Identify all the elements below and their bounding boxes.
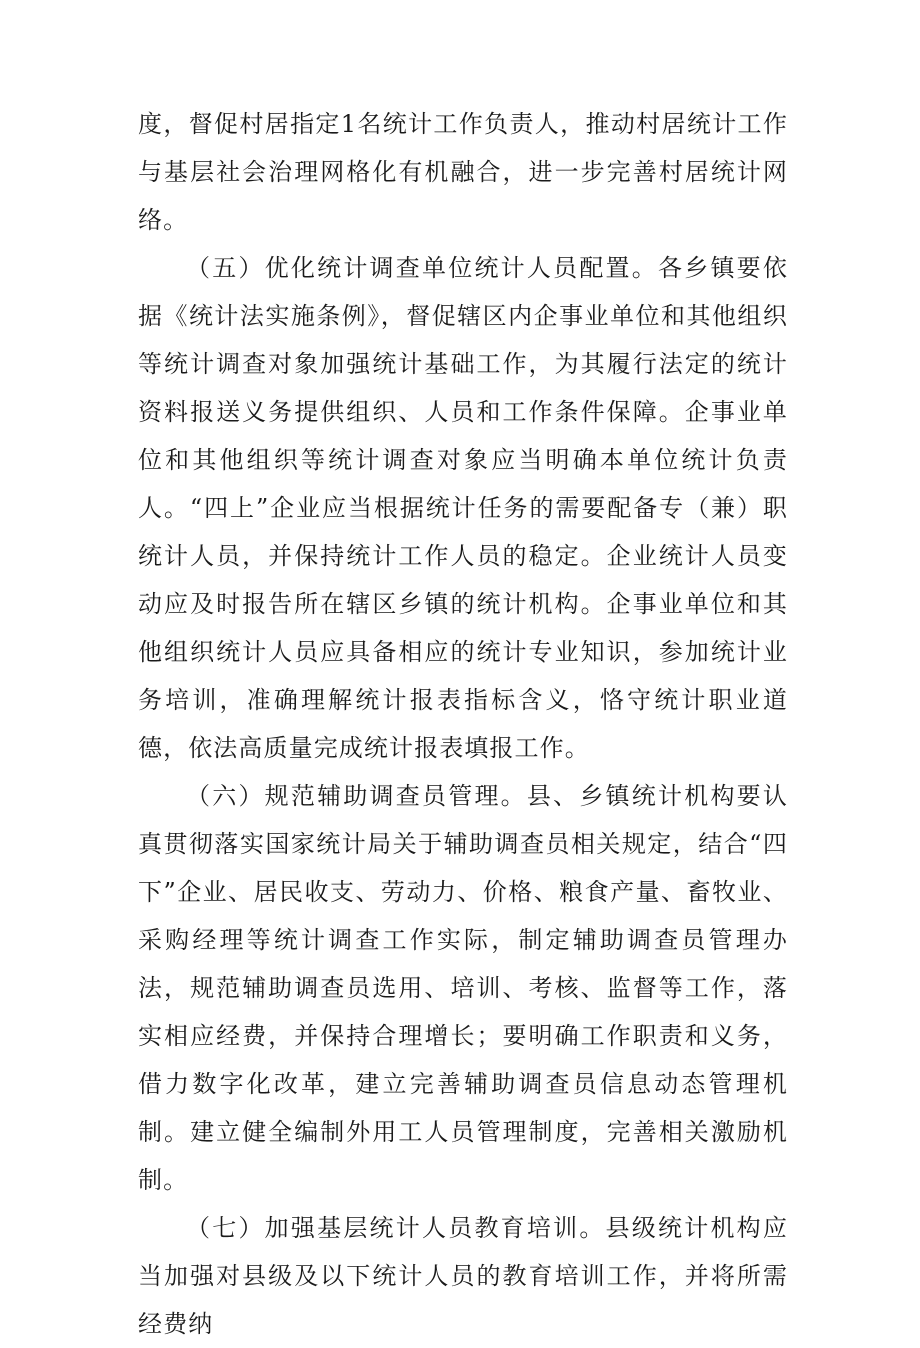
paragraph-section-5: （五）优化统计调查单位统计人员配置。各乡镇要依据《统计法实施条例》，督促辖区内企事业单位和其他组织等统计调查对象加强统计基础工作，为其履行法定的统计资料报送义务提供组织、人员和工作条件保障。企事业单位和其他组织等统计调查对象应当明确本单位统计负责人。“四上”企业应当根据统计任务的需要配备专（兼）职统计人员，并保持统计工作人员的稳定。企业统计人员变动应及时报告所在辖区乡镇的统计机构。企事业单位和其他组织统计人员应具备相应的统计专业知识，参加统计业务培训，准确理解统计报表指标含义，恪守统计职业道德，依法高质量完成统计报表填报工作。 xyxy=(138,254,788,762)
paragraph-section-7: （七）加强基层统计人员教育培训。县级统计机构应当加强对县级及以下统计人员的教育培训工作，并将所需经费纳 xyxy=(138,1214,788,1338)
paragraph-section-6: （六）规范辅助调查员管理。县、乡镇统计机构要认真贯彻落实国家统计局关于辅助调查员相关规定，结合“四下”企业、居民收支、劳动力、价格、粮食产量、畜牧业、采购经理等统计调查工作实际，制定辅助调查员管理办法，规范辅助调查员选用、培训、考核、监督等工作，落实相应经费，并保持合理增长；要明确工作职责和义务，借力数字化改革，建立完善辅助调查员信息动态管理机制。建立健全编制外用工人员管理制度，完善相关激励机制。 xyxy=(138,782,788,1194)
document-body xyxy=(138,100,788,1348)
paragraph-continuation: 度，督促村居指定1名统计工作负责人，推动村居统计工作与基层社会治理网格化有机融合，进一步完善村居统计网络。 xyxy=(138,110,788,234)
